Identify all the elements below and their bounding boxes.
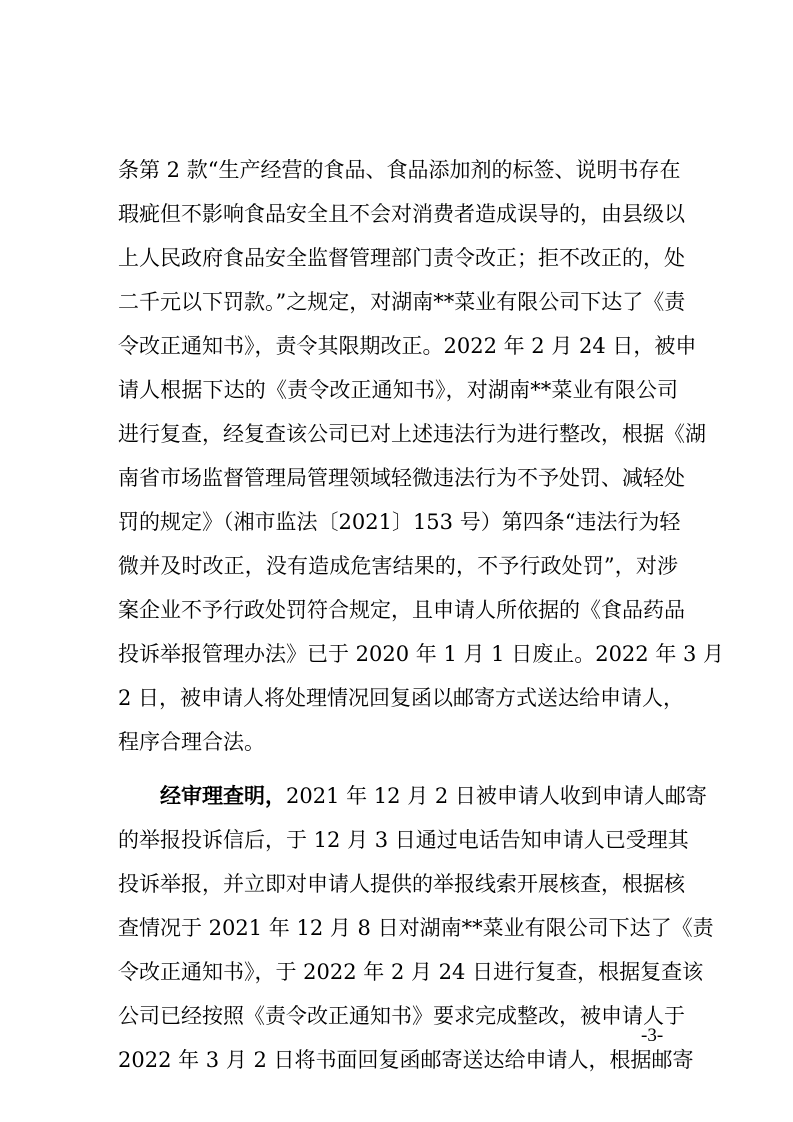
paragraph-line: 投诉举报管理办法》已于 2020 年 1 月 1 日废止。2022 年 3 月 — [118, 642, 725, 666]
paragraph-line: 2022 年 3 月 2 日将书面回复函邮寄送达给申请人，根据邮寄 — [118, 1048, 694, 1072]
paragraph-line: 令改正通知书》，责令其限期改正。2022 年 2 月 24 日，被申 — [118, 334, 697, 358]
paragraph-line: 微并及时改正，没有造成危害结果的，不予行政处罚”，对涉 — [118, 554, 678, 578]
finding-text: 2021 年 12 月 2 日被申请人收到申请人邮寄 — [286, 784, 707, 808]
paragraph-line: 二千元以下罚款。”之规定，对湖南**菜业有限公司下达了《责 — [118, 290, 686, 314]
paragraph-line: 公司已经按照《责令改正通知书》要求完成整改，被申请人于 — [118, 1004, 685, 1028]
page-number: -3- — [641, 1025, 664, 1046]
paragraph-line: 令改正通知书》，于 2022 年 2 月 24 日进行复查，根据复查该 — [118, 960, 704, 984]
paragraph-line: 南省市场监督管理局管理领域轻微违法行为不予处罚、减轻处 — [118, 466, 685, 490]
paragraph-line: 进行复查，经复查该公司已对上述违法行为进行整改，根据《湖 — [118, 422, 706, 446]
paragraph-line: 查情况于 2021 年 12 月 8 日对湖南**菜业有限公司下达了《责 — [118, 916, 714, 940]
paragraph-line: 的举报投诉信后，于 12 月 3 日通过电话告知申请人已受理其 — [118, 828, 689, 852]
paragraph-line: 瑕疵但不影响食品安全且不会对消费者造成误导的，由县级以 — [118, 202, 685, 226]
paragraph-line: 投诉举报，并立即对申请人提供的举报线索开展核查，根据核 — [118, 872, 685, 896]
paragraph-first-line — [160, 781, 707, 811]
finding-heading: 经审理查明， — [160, 783, 286, 808]
paragraph-line: 条第 2 款“生产经营的食品、食品添加剂的标签、说明书存在 — [118, 158, 681, 182]
paragraph-line: 请人根据下达的《责令改正通知书》，对湖南**菜业有限公司 — [118, 378, 678, 402]
paragraph-line: 上人民政府食品安全监督管理部门责令改正；拒不改正的，处 — [118, 246, 685, 270]
paragraph-line: 程序合理合法。 — [118, 730, 265, 754]
paragraph-line: 案企业不予行政处罚符合规定，且申请人所依据的《食品药品 — [118, 598, 685, 622]
paragraph-line: 2 日，被申请人将处理情况回复函以邮寄方式送达给申请人， — [118, 686, 685, 710]
paragraph-line: 罚的规定》（湘市监法〔2021〕153 号）第四条“违法行为轻 — [118, 510, 681, 534]
